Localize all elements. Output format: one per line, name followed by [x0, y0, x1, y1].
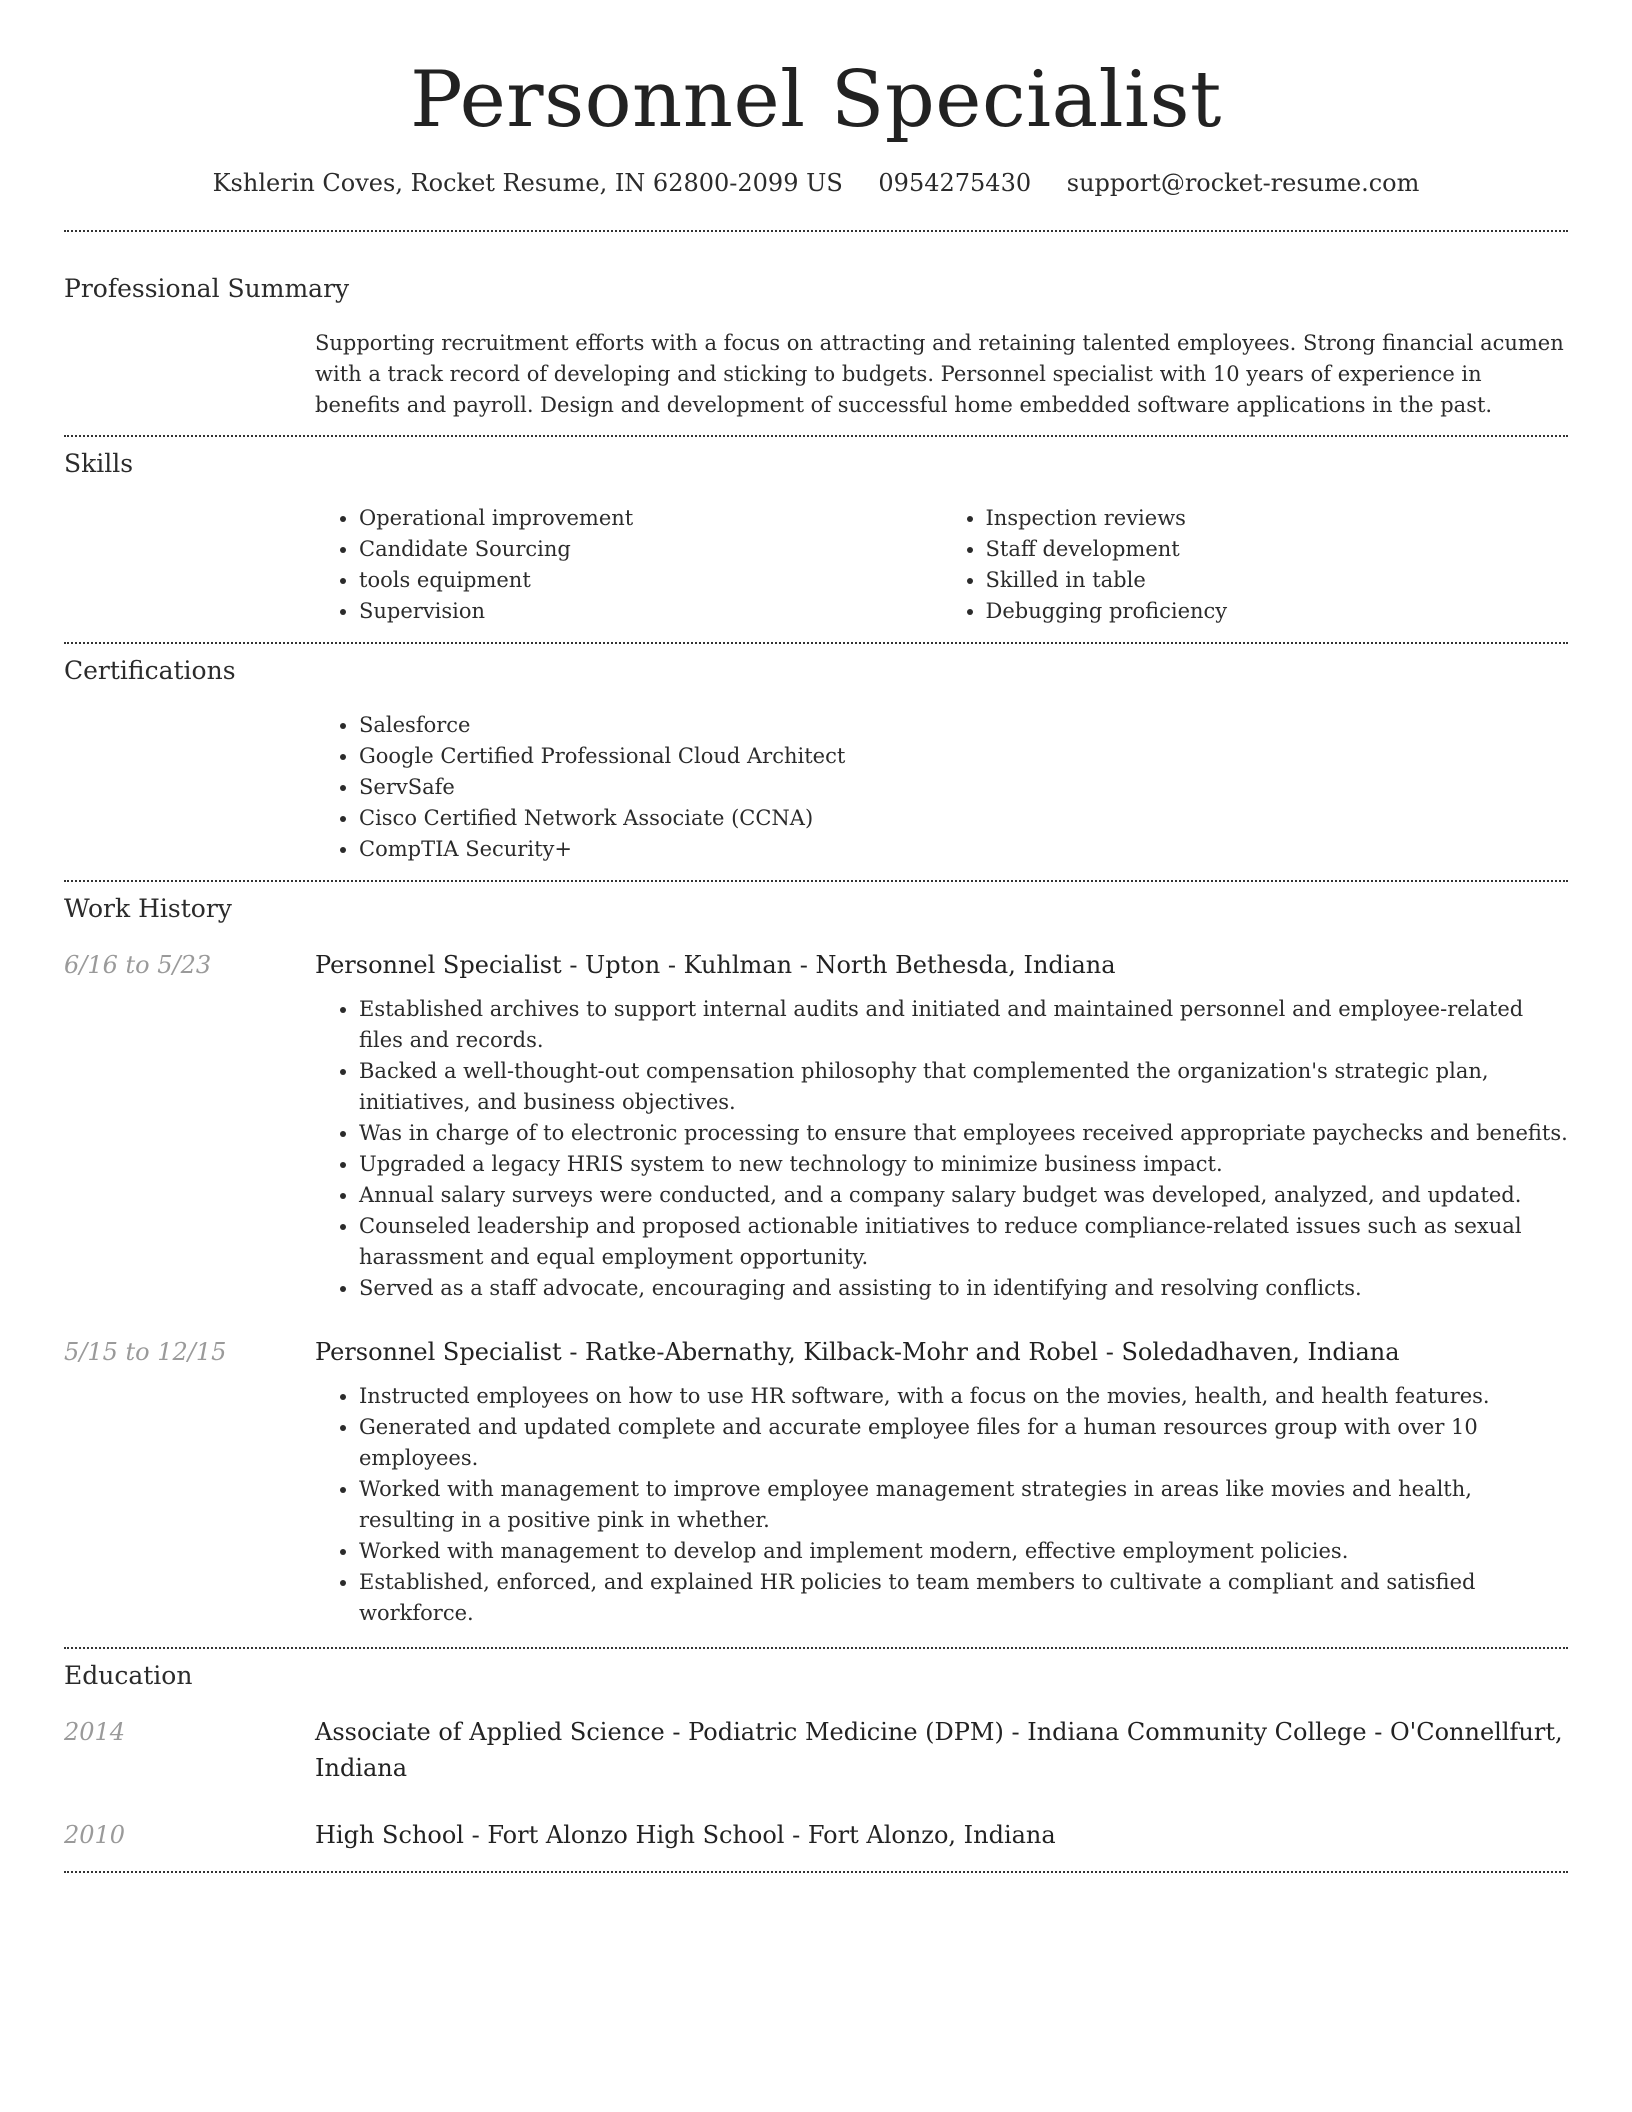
skill-item: • Supervision — [359, 596, 942, 627]
contact-phone: 0954275430 — [878, 169, 1032, 197]
education-entry — [64, 1714, 1568, 1786]
work-bullet: • Worked with management to improve employee management strategies in areas like movies and health, resulting in a positive pink in whether. — [359, 1474, 1568, 1536]
degree-name: Associate of Applied Science — [315, 1718, 665, 1746]
job-employer-location: - Upton - Kuhlman - North Bethesda, Indiana — [561, 951, 1116, 979]
work-entry-dates: 6/16 to 5/23 — [64, 951, 212, 979]
work-entry-heading — [315, 947, 1568, 983]
skill-item: • Inspection reviews — [986, 503, 1569, 534]
work-bullet: • Instructed employees on how to use HR software, with a focus on the movies, health, and health features. — [359, 1381, 1568, 1412]
skills-list — [315, 503, 1568, 627]
skill-item: • Candidate Sourcing — [359, 534, 942, 565]
education-section-title: Education — [64, 1661, 193, 1690]
work-history-section-title: Work History — [64, 894, 232, 923]
education-divider — [64, 1871, 1568, 1873]
resume-name-title: Personnel Specialist — [410, 55, 1222, 145]
work-bullet: • Established archives to support internal audits and initiated and maintained personnel and employee-related files and records. — [359, 994, 1568, 1056]
skill-item: • Staff development — [986, 534, 1569, 565]
summary-divider — [64, 435, 1568, 437]
skills-column-right — [942, 503, 1569, 627]
certification-item: • CompTIA Security+ — [359, 834, 1568, 865]
work-entry-bullets — [315, 994, 1568, 1304]
education-heading — [315, 1714, 1568, 1786]
work-bullet: • Annual salary surveys were conducted, and a company salary budget was developed, analyzed, and updated. — [359, 1180, 1568, 1211]
resume-page — [64, 0, 1568, 1873]
work-entry — [64, 1334, 1568, 1629]
work-entry-body — [315, 947, 1568, 1304]
contact-email: support@rocket-resume.com — [1066, 169, 1420, 197]
header-divider — [64, 230, 1568, 232]
work-entry-heading — [315, 1334, 1568, 1370]
work-bullet: • Counseled leadership and proposed actionable initiatives to reduce compliance-related issues such as sexual harassment and equal employment opportunity. — [359, 1211, 1568, 1273]
summary-text: Supporting recruitment efforts with a focus on attracting and retaining talented employees. Strong financial acumen with a track record of developing and sticking to budgets. Personnel specialist with 10 years of experience in benefits and payroll. Design and development of successful home embedded software applications in the past. — [315, 331, 1564, 417]
job-title: Personnel Specialist — [315, 951, 562, 979]
job-employer-location: - Ratke-Abernathy, Kilback-Mohr and Robel - Soledadhaven, Indiana — [561, 1338, 1400, 1366]
certifications-list — [315, 710, 1568, 865]
work-history-divider — [64, 1647, 1568, 1649]
degree-name: High School — [315, 1821, 464, 1849]
certifications-divider — [64, 880, 1568, 882]
education-year: 2010 — [64, 1821, 126, 1849]
skills-column-left — [315, 503, 942, 627]
work-bullet: • Backed a well-thought-out compensation philosophy that complemented the organization's strategic plan, initiatives, and business objectives. — [359, 1056, 1568, 1118]
education-heading — [315, 1817, 1568, 1853]
certification-item: • Salesforce — [359, 710, 1568, 741]
summary-section-title: Professional Summary — [64, 274, 350, 303]
skills-section-title: Skills — [64, 449, 134, 478]
skills-divider — [64, 642, 1568, 644]
work-entry-dates: 5/15 to 12/15 — [64, 1338, 227, 1366]
skill-item: • Operational improvement — [359, 503, 942, 534]
certifications-section-title: Certifications — [64, 656, 236, 685]
work-bullet: • Worked with management to develop and implement modern, effective employment policies. — [359, 1536, 1568, 1567]
work-bullet: • Generated and updated complete and accurate employee files for a human resources group with over 10 employees. — [359, 1412, 1568, 1474]
skill-item: • tools equipment — [359, 565, 942, 596]
job-title: Personnel Specialist — [315, 1338, 562, 1366]
education-entry-body — [315, 1817, 1568, 1853]
skill-item: • Skilled in table — [986, 565, 1569, 596]
education-entry-body — [315, 1714, 1568, 1786]
work-entry-body — [315, 1334, 1568, 1629]
degree-school-location: - Fort Alonzo High School - Fort Alonzo, Indiana — [463, 1821, 1056, 1849]
skill-item: • Debugging proficiency — [986, 596, 1569, 627]
degree-school-location: - Podiatric Medicine (DPM) - Indiana Community College - O'Connellfurt, Indiana — [315, 1718, 1563, 1782]
education-entry — [64, 1817, 1568, 1853]
certification-item: • ServSafe — [359, 772, 1568, 803]
work-bullet: • Upgraded a legacy HRIS system to new technology to minimize business impact. — [359, 1149, 1568, 1180]
certification-item: • Google Certified Professional Cloud Architect — [359, 741, 1568, 772]
work-entry-bullets — [315, 1381, 1568, 1629]
education-year: 2014 — [64, 1718, 126, 1746]
work-entry — [64, 947, 1568, 1304]
certification-item: • Cisco Certified Network Associate (CCNA) — [359, 803, 1568, 834]
work-bullet: • Established, enforced, and explained HR policies to team members to cultivate a compliant and satisfied workforce. — [359, 1567, 1568, 1629]
contact-line — [64, 168, 1568, 198]
work-bullet: • Was in charge of to electronic processing to ensure that employees received appropriate paychecks and benefits. — [359, 1118, 1568, 1149]
contact-address: Kshlerin Coves, Rocket Resume, IN 62800-2099 US — [212, 169, 843, 197]
work-bullet: • Served as a staff advocate, encouraging and assisting to in identifying and resolving conflicts. — [359, 1273, 1568, 1304]
